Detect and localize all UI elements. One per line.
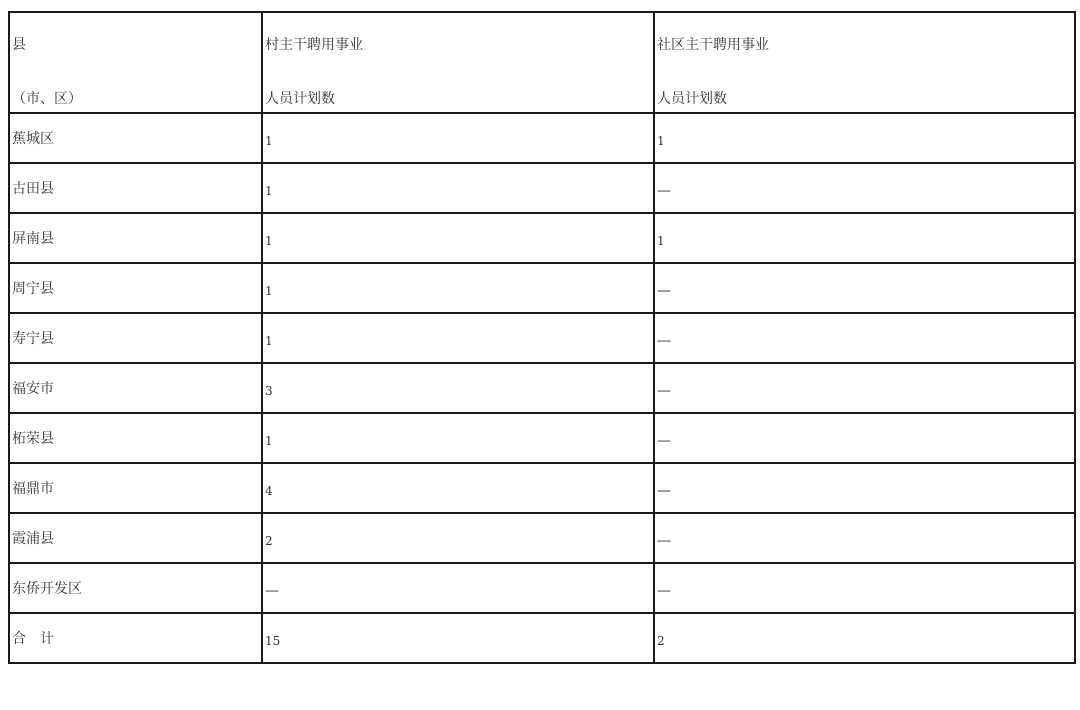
plan-table bbox=[8, 11, 1076, 664]
table-row bbox=[9, 413, 1075, 463]
cell-area bbox=[9, 213, 262, 263]
header-village-line1: 村主干聘用事业 bbox=[265, 37, 363, 53]
village-count: 4 bbox=[265, 484, 273, 498]
community-count: — bbox=[657, 433, 671, 449]
cell-village bbox=[262, 163, 654, 213]
community-count: — bbox=[657, 533, 671, 549]
area-name: 周宁县 bbox=[12, 281, 54, 297]
header-community-plan bbox=[654, 12, 1075, 113]
cell-community bbox=[654, 363, 1075, 413]
cell-community bbox=[654, 413, 1075, 463]
village-count: 3 bbox=[265, 384, 273, 398]
cell-area bbox=[9, 363, 262, 413]
cell-village bbox=[262, 313, 654, 363]
table-row bbox=[9, 313, 1075, 363]
cell-community bbox=[654, 213, 1075, 263]
area-name: 柘荣县 bbox=[12, 431, 54, 447]
area-name: 蕉城区 bbox=[12, 131, 54, 147]
area-name: 寿宁县 bbox=[12, 331, 54, 347]
area-name: 福安市 bbox=[12, 381, 54, 397]
cell-village bbox=[262, 213, 654, 263]
table-header-row bbox=[9, 12, 1075, 113]
header-village-plan bbox=[262, 12, 654, 113]
cell-community bbox=[654, 163, 1075, 213]
area-name: 东侨开发区 bbox=[12, 581, 82, 597]
header-county-line2: （市、区） bbox=[12, 91, 82, 107]
village-count: — bbox=[265, 583, 279, 599]
area-name: 屏南县 bbox=[12, 231, 54, 247]
village-count: 1 bbox=[265, 434, 273, 448]
header-community-line2: 人员计划数 bbox=[657, 91, 727, 107]
cell-area bbox=[9, 163, 262, 213]
cell-area bbox=[9, 563, 262, 613]
table-row bbox=[9, 513, 1075, 563]
village-count: 2 bbox=[265, 534, 273, 548]
cell-village bbox=[262, 563, 654, 613]
village-count: 1 bbox=[265, 134, 273, 148]
cell-area bbox=[9, 263, 262, 313]
cell-village bbox=[262, 363, 654, 413]
community-count: — bbox=[657, 283, 671, 299]
table-row bbox=[9, 363, 1075, 413]
village-count: 1 bbox=[265, 334, 273, 348]
header-county-line1: 县 bbox=[12, 37, 26, 53]
cell-community bbox=[654, 113, 1075, 163]
area-name: 霞浦县 bbox=[12, 531, 54, 547]
cell-community bbox=[654, 313, 1075, 363]
table-row bbox=[9, 263, 1075, 313]
cell-area bbox=[9, 113, 262, 163]
community-count: 1 bbox=[657, 134, 665, 148]
header-village-line2: 人员计划数 bbox=[265, 91, 335, 107]
total-row bbox=[9, 613, 1075, 663]
header-county bbox=[9, 12, 262, 113]
community-count: — bbox=[657, 333, 671, 349]
cell-village bbox=[262, 463, 654, 513]
village-count: 1 bbox=[265, 284, 273, 298]
cell-community bbox=[654, 263, 1075, 313]
community-total: 2 bbox=[657, 634, 665, 648]
cell-village bbox=[262, 263, 654, 313]
cell-village bbox=[262, 513, 654, 563]
community-count: 1 bbox=[657, 234, 665, 248]
cell-area bbox=[9, 613, 262, 663]
village-count: 1 bbox=[265, 234, 273, 248]
total-label: 合 计 bbox=[12, 631, 54, 647]
village-count: 1 bbox=[265, 184, 273, 198]
community-count: — bbox=[657, 383, 671, 399]
table-row bbox=[9, 563, 1075, 613]
header-community-line1: 社区主干聘用事业 bbox=[657, 37, 769, 53]
table-row bbox=[9, 163, 1075, 213]
cell-village bbox=[262, 113, 654, 163]
cell-village bbox=[262, 613, 654, 663]
table-row bbox=[9, 113, 1075, 163]
cell-area bbox=[9, 513, 262, 563]
table-row bbox=[9, 213, 1075, 263]
table-row bbox=[9, 463, 1075, 513]
cell-area bbox=[9, 313, 262, 363]
cell-village bbox=[262, 413, 654, 463]
area-name: 古田县 bbox=[12, 181, 54, 197]
cell-community bbox=[654, 513, 1075, 563]
cell-area bbox=[9, 413, 262, 463]
cell-area bbox=[9, 463, 262, 513]
community-count: — bbox=[657, 183, 671, 199]
community-count: — bbox=[657, 483, 671, 499]
cell-community bbox=[654, 563, 1075, 613]
cell-community bbox=[654, 613, 1075, 663]
cell-community bbox=[654, 463, 1075, 513]
village-total: 15 bbox=[265, 634, 281, 648]
community-count: — bbox=[657, 583, 671, 599]
area-name: 福鼎市 bbox=[12, 481, 54, 497]
